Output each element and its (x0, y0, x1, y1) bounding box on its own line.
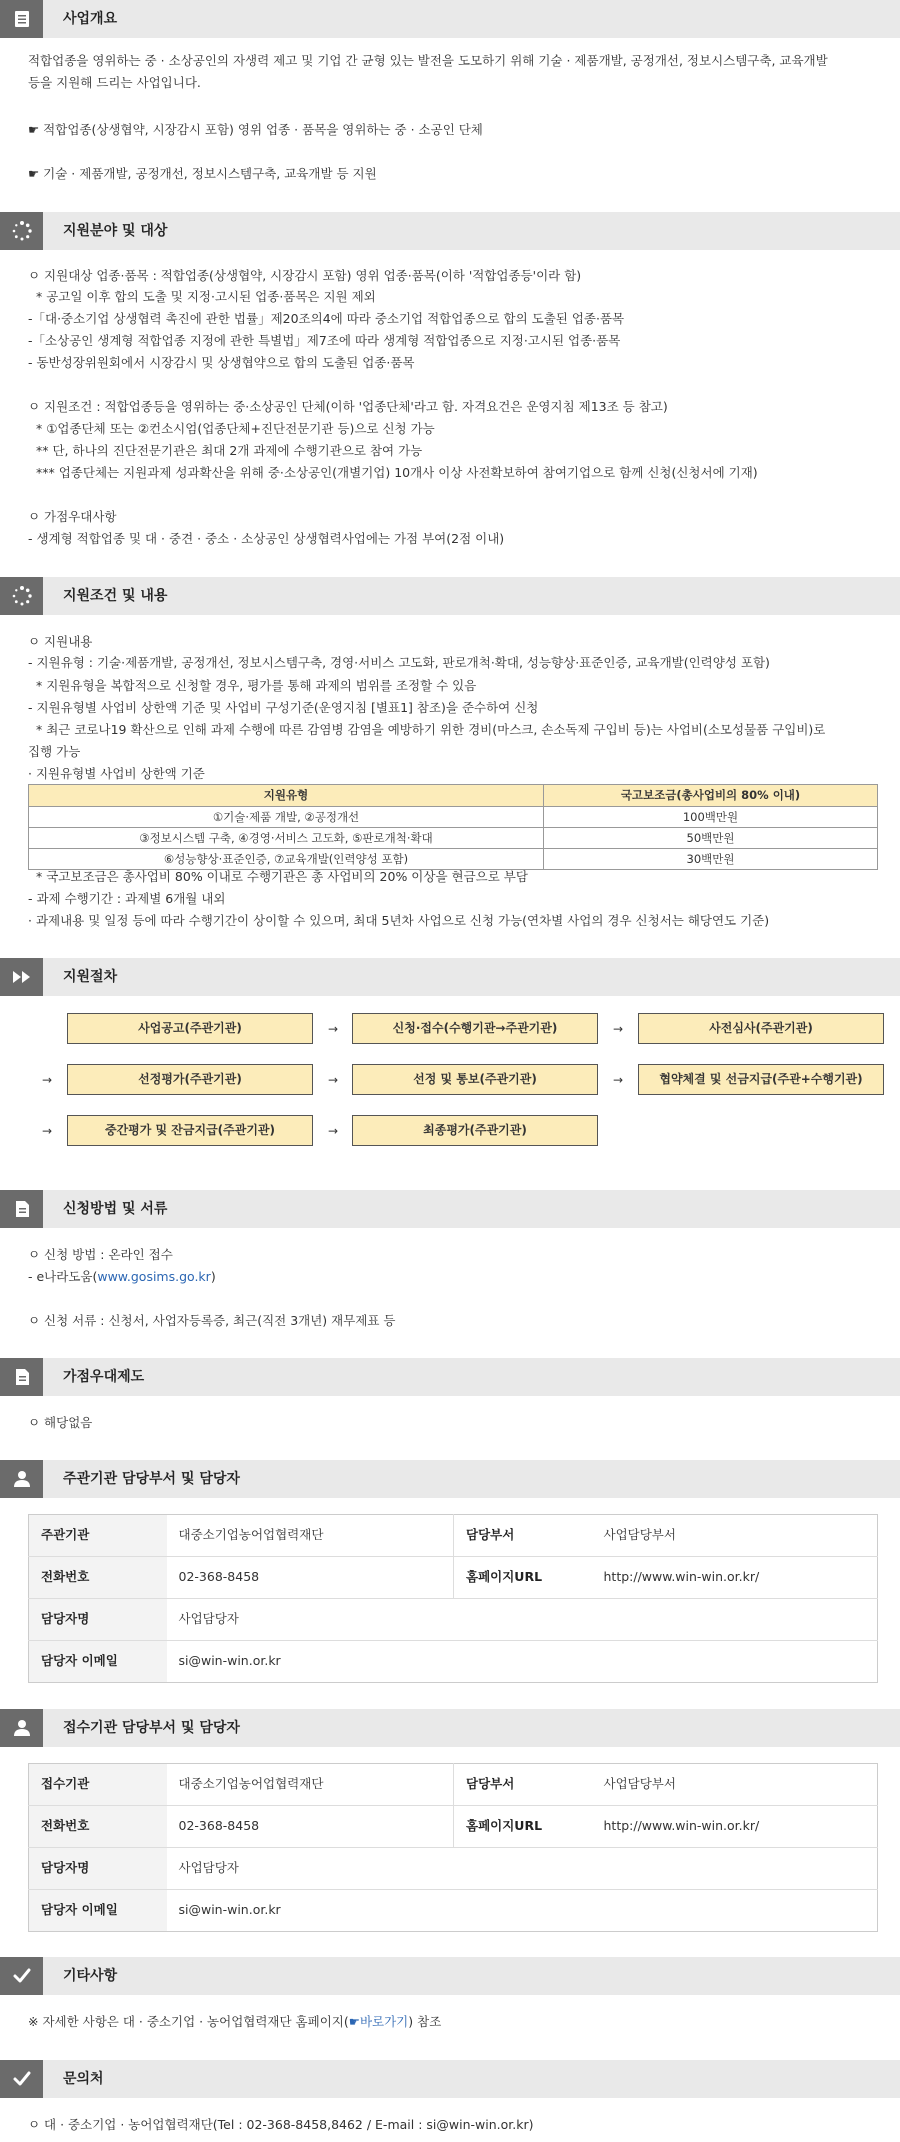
fast-forward-icon (0, 958, 43, 996)
label-cell: 전화번호 (29, 1806, 167, 1848)
document-icon (0, 1358, 43, 1396)
procedure-step: 중간평가 및 잔금지급(주관기관) (67, 1115, 313, 1146)
text-span: ) (210, 1269, 216, 1284)
text-line: * 공고일 이후 합의 도출 및 지정·고시된 업종·품목은 지원 제외 (36, 289, 376, 304)
document-icon (0, 1190, 43, 1228)
section-host-contact (0, 1460, 900, 1669)
text-line: ㅇ 지원조건 : 적합업종등을 영위하는 중·소상공인 단체(이하 '업종단체'라고 함. 자격요건은 운영지침 제13조 등 참고) (28, 399, 668, 414)
section-header (0, 1709, 900, 1747)
section-title: 지원절차 (63, 968, 118, 985)
section-title: 신청방법 및 서류 (63, 1200, 168, 1217)
table-cell: 50백만원 (544, 828, 878, 849)
text-line: * 지원유형을 복합적으로 신청할 경우, 평가를 통해 과제의 범위를 조정할 수 있음 (36, 678, 477, 693)
section-title: 접수기관 담당부서 및 담당자 (63, 1719, 240, 1736)
loading-dots-icon (0, 212, 43, 250)
section-header (0, 2060, 900, 2098)
arrow: → (612, 1022, 624, 1036)
text-line: 집행 가능 (28, 744, 81, 759)
text-line: - 지원유형별 사업비 상한액 기준 및 사업비 구성기준(운영지침 [별표1] 참조)을 준수하여 신청 (28, 700, 539, 715)
label-cell: 담당자명 (29, 1599, 167, 1641)
table-cell: 30백만원 (544, 849, 878, 870)
table-row (29, 1599, 878, 1641)
homepage-link[interactable]: http://www.win-win.or.kr/ (592, 1806, 878, 1848)
section-header (0, 1190, 900, 1228)
arrow: → (41, 1124, 53, 1138)
text-line: ㅇ 신청 서류 : 신청서, 사업자등록증, 최근(직전 3개년) 재무제표 등 (28, 1313, 396, 1328)
text-line: -「대·중소기업 상생협력 촉진에 관한 법률」제20조의4에 따라 중소기업 적합업종으로 합의 도출된 업종·품목 (28, 311, 625, 326)
table-row (29, 1890, 878, 1932)
value-cell: 사업담당자 (167, 1599, 878, 1641)
list-item: ☛ 적합업종(상생협약, 시장감시 포함) 영위 업종 · 품목을 영위하는 중 · 소공인 단체 (28, 122, 483, 137)
text-line: ㅇ 가점우대사항 (28, 509, 117, 524)
section-title: 문의처 (63, 2070, 104, 2087)
label-cell: 홈페이지URL (454, 1557, 592, 1599)
arrow: → (327, 1073, 339, 1087)
text-line: ㅇ 지원내용 (28, 634, 93, 649)
section-title: 지원분야 및 대상 (63, 222, 168, 239)
document-icon (0, 0, 43, 38)
label-cell: 주관기관 (29, 1515, 167, 1557)
table-cell: ①기술·제품 개발, ②공정개선 (29, 807, 544, 828)
list-item: ☛ 기술 · 제품개발, 공정개선, 정보시스템구축, 교육개발 등 지원 (28, 166, 377, 181)
text-line: * 최근 코로나19 확산으로 인해 과제 수행에 따른 감염병 감염을 예방하기 위한 경비(마스크, 손소독제 구입비 등)는 사업비(소모성물품 구입비)로 (36, 722, 826, 737)
procedure-step: 신청·접수(수행기관→주관기관) (352, 1013, 598, 1044)
shortcut-link[interactable]: ☛바로가기 (348, 2014, 409, 2029)
table-cell: ⑥성능향상·표준인증, ⑦교육개발(인력양성 포함) (29, 849, 544, 870)
text-line: ㅇ 대 · 중소기업 · 농어업협력재단(Tel : 02-368-8458,8462 / E-mail : si@win-win.or.kr) (28, 2117, 534, 2132)
table-row (29, 807, 878, 828)
section-target (0, 212, 900, 546)
text-line: · 지원유형별 사업비 상한액 기준 (28, 766, 205, 781)
text-line: ㅇ 신청 방법 : 온라인 접수 (28, 1247, 173, 1262)
label-cell: 담당자 이메일 (29, 1641, 167, 1683)
value-cell: 사업담당자 (167, 1848, 878, 1890)
value-cell: 사업담당부서 (592, 1515, 878, 1557)
table-header-cell: 국고보조금(총사업비의 80% 이내) (544, 785, 878, 807)
label-cell: 담당자 이메일 (29, 1890, 167, 1932)
text-span: ※ 자세한 사항은 대 · 중소기업 · 농어업협력재단 홈페이지( (28, 2014, 349, 2029)
procedure-step: 최종평가(주관기관) (352, 1115, 598, 1146)
text-line: - 생계형 적합업종 및 대 · 중견 · 중소 · 소상공인 상생협력사업에는 가점 부여(2점 이내) (28, 531, 505, 546)
email-value: si@win-win.or.kr (178, 1653, 281, 1669)
text-line: * 국고보조금은 총사업비 80% 이내로 수행기관은 총 사업비의 20% 이상을 현금으로 부담 (36, 869, 528, 884)
section-header (0, 0, 900, 38)
text-line (28, 1268, 216, 1286)
text-line: · 과제내용 및 일정 등에 따라 수행기간이 상이할 수 있으며, 최대 5년차 사업으로 신청 가능(연차별 사업의 경우 신청서는 해당연도 기준) (28, 913, 770, 928)
section-title: 사업개요 (63, 10, 118, 27)
procedure-step: 선정평가(주관기관) (67, 1064, 313, 1095)
check-icon (0, 2060, 43, 2098)
text-span: ) 참조 (408, 2014, 442, 2029)
section-header (0, 212, 900, 250)
text-line: ** 단, 하나의 진단전문기관은 최대 2개 과제에 수행기관으로 참여 가능 (36, 443, 423, 458)
table-header-cell: 지원유형 (29, 785, 544, 807)
value-cell: 사업담당부서 (592, 1764, 878, 1806)
table-row (29, 1641, 878, 1683)
email-value: si@win-win.or.kr (178, 1902, 281, 1918)
label-cell: 담당자명 (29, 1848, 167, 1890)
user-icon (0, 1709, 43, 1747)
text-line: ㅇ 지원대상 업종·품목 : 적합업종(상생협약, 시장감시 포함) 영위 업종·품목(이하 '적합업종등'이라 함) (28, 268, 582, 283)
text-line: ㅇ 해당없음 (28, 1415, 93, 1430)
procedure-step: 선정 및 통보(주관기관) (352, 1064, 598, 1095)
paragraph: 등을 지원해 드리는 사업입니다. (28, 75, 201, 90)
text-line: - 동반성장위원회에서 시장감시 및 상생협약으로 합의 도출된 업종·품목 (28, 355, 415, 370)
text-line (28, 2013, 441, 2031)
section-header (0, 1460, 900, 1498)
section-header (0, 1957, 900, 1995)
section-inquiry (0, 2060, 900, 2132)
table-header-row (29, 785, 878, 807)
value-cell: 대중소기업농어업협력재단 (167, 1764, 454, 1806)
section-header (0, 577, 900, 615)
section-header (0, 1358, 900, 1396)
section-content (0, 577, 900, 928)
section-title: 기타사항 (63, 1967, 118, 1984)
text-span: - e나라도움( (28, 1269, 98, 1284)
table-cell: 100백만원 (544, 807, 878, 828)
label-cell: 담당부서 (454, 1515, 592, 1557)
label-cell: 홈페이지URL (454, 1806, 592, 1848)
section-bonus (0, 1358, 900, 1430)
check-icon (0, 1957, 43, 1995)
table-row (29, 1848, 878, 1890)
section-receive-contact (0, 1709, 900, 1918)
value-cell: 02-368-8458 (167, 1806, 454, 1848)
text-line: - 지원유형 : 기술·제품개발, 공정개선, 정보시스템구축, 경영·서비스 고도화, 판로개척·확대, 성능향상·표준인증, 교육개발(인력양성 포함) (28, 655, 770, 670)
user-icon (0, 1460, 43, 1498)
label-cell: 담당부서 (454, 1764, 592, 1806)
arrow: → (327, 1124, 339, 1138)
section-title: 주관기관 담당부서 및 담당자 (63, 1470, 240, 1487)
table-row (29, 849, 878, 870)
table-row (29, 828, 878, 849)
section-procedure (0, 958, 900, 1138)
section-title: 가점우대제도 (63, 1368, 145, 1385)
label-cell: 접수기관 (29, 1764, 167, 1806)
section-apply (0, 1190, 900, 1328)
section-overview (0, 0, 900, 181)
arrow: → (327, 1022, 339, 1036)
value-cell: 02-368-8458 (167, 1557, 454, 1599)
section-header (0, 958, 900, 996)
text-line: *** 업종단체는 지원과제 성과확산을 위해 중·소상공인(개별기업) 10개사 이상 사전확보하여 참여기업으로 함께 신청(신청서에 기재) (36, 465, 758, 480)
homepage-link[interactable]: http://www.win-win.or.kr/ (592, 1557, 878, 1599)
section-title: 지원조건 및 내용 (63, 587, 168, 604)
loading-dots-icon (0, 577, 43, 615)
gosims-link[interactable]: www.gosims.go.kr (97, 1269, 211, 1284)
procedure-step: 사업공고(주관기관) (67, 1013, 313, 1044)
contact-table (28, 1514, 878, 1683)
table-row (29, 1764, 878, 1806)
contact-table (28, 1763, 878, 1932)
procedure-step: 사전심사(주관기관) (638, 1013, 884, 1044)
value-cell: 대중소기업농어업협력재단 (167, 1515, 454, 1557)
table-cell: ③정보시스템 구축, ④경영·서비스 고도화, ⑤판로개척·확대 (29, 828, 544, 849)
paragraph: 적합업종을 영위하는 중 · 소상공인의 자생력 제고 및 기업 간 균형 있는 발전을 도모하기 위해 기술 · 제품개발, 공정개선, 정보시스템구축, 교육개발 (28, 53, 828, 68)
label-cell: 전화번호 (29, 1557, 167, 1599)
text-line: -「소상공인 생계형 적합업종 지정에 관한 특별법」제7조에 따라 생계형 적합업종으로 지정·고시된 업종·품목 (28, 333, 621, 348)
arrow: → (41, 1073, 53, 1087)
text-line: - 과제 수행기간 : 과제별 6개월 내외 (28, 891, 226, 906)
arrow: → (612, 1073, 624, 1087)
procedure-step: 협약체결 및 선금지급(주관+수행기관) (638, 1064, 884, 1095)
text-line: * ①업종단체 또는 ②컨소시엄(업종단체+진단전문기관 등)으로 신청 가능 (36, 421, 435, 436)
table-row (29, 1515, 878, 1557)
section-etc (0, 1957, 900, 2029)
table-row (29, 1806, 878, 1848)
table-row (29, 1557, 878, 1599)
budget-table (28, 784, 878, 870)
